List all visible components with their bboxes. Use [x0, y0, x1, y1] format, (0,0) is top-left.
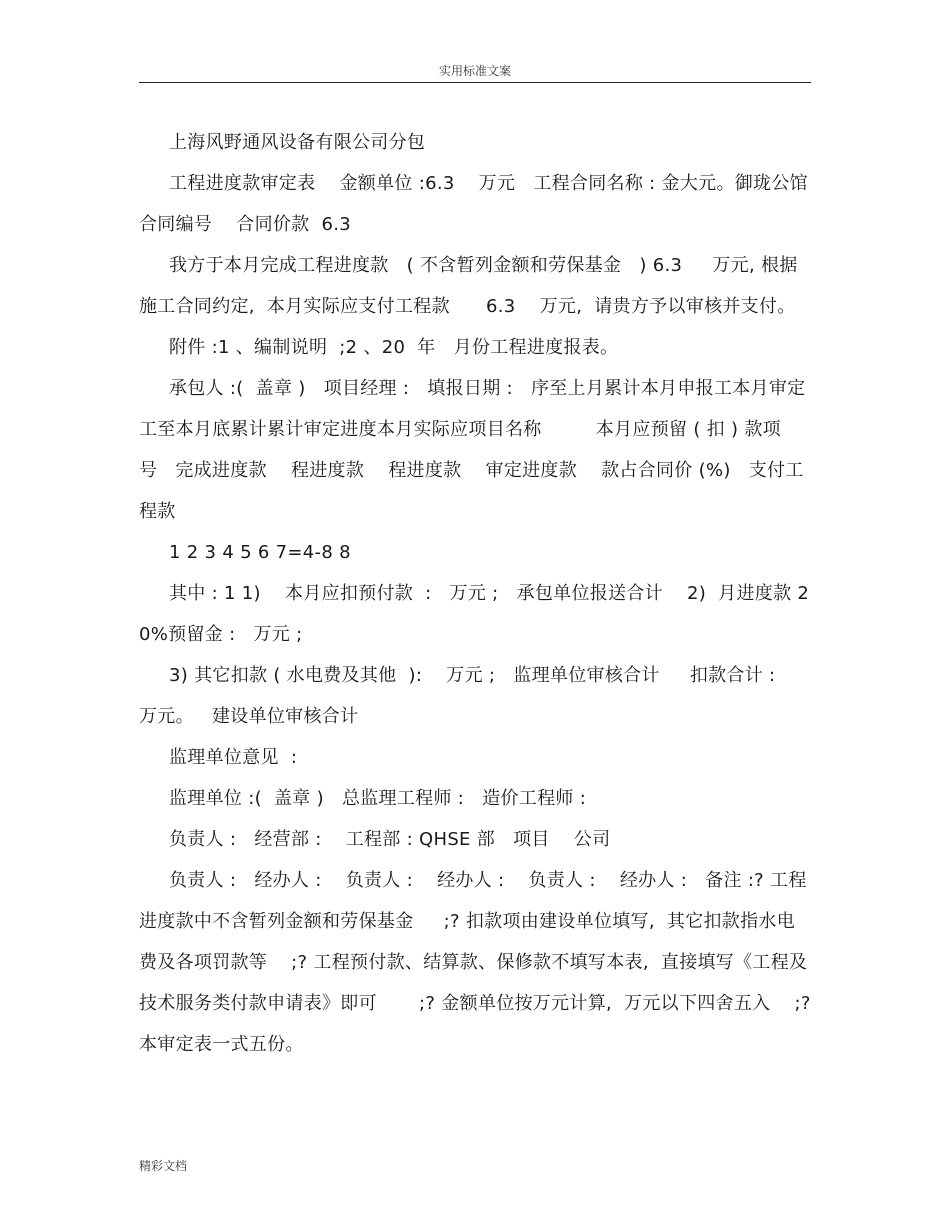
notes-paragraph: 负责人 : 经办人 : 负责人 : 经办人 : 负责人 : 经办人 : 备注 :? 工程进度款中不含暂列金额和劳保基金 ;? 扣款项由建设单位填写, 其它扣款指水电费及各项罚款等 ;? 工程预付款、结算款、保修款不填写本表, 直接填写《工程及技术服务类付款申请表》即可 ;? 金额单位按万元计算, 万元以下四舍五入 ;? 本审定表一式五份。 — [139, 870, 817, 1055]
column-numbers-paragraph: 1 2 3 4 5 6 7=4-8 8 — [169, 542, 351, 563]
supervisor-unit-paragraph: 监理单位 :( 盖章 ) 总监理工程师 : 造价工程师 : — [169, 788, 587, 809]
contractor-table-paragraph: 承包人 :( 盖章 ) 项目经理 : 填报日期 : 序至上月累计本月申报工本月审定工至本月底累计累计审定进度本月实际应项目名称 本月应预留 ( 扣 ) 款项 号 完成进度款 程进度款 程进度款 审定进度款 款占合同价 (%) 支付工程款 — [139, 378, 806, 522]
other-deductions-paragraph: 3) 其它扣款 ( 水电费及其他 ): 万元 ; 监理单位审核合计 扣款合计 : 万元。 建设单位审核合计 — [139, 665, 794, 727]
page-footer: 精彩文档 — [139, 1159, 188, 1173]
page-header: 实用标准文案 — [438, 64, 511, 78]
company-line: 上海风野通风设备有限公司分包 — [169, 132, 426, 153]
supervisor-opinion-paragraph: 监理单位意见 : — [169, 747, 298, 768]
request-paragraph: 我方于本月完成工程进度款 ( 不含暂列金额和劳保基金 ) 6.3 万元, 根据施工合同约定, 本月实际应支付工程款 6.3 万元, 请贵方予以审核并支付。 — [139, 255, 798, 317]
document-body — [139, 122, 827, 1065]
attachments-paragraph: 附件 :1 、编制说明 ;2 、20 年 月份工程进度报表。 — [169, 337, 619, 358]
header-divider — [139, 82, 811, 83]
form-title-paragraph: 工程进度款审定表 金额单位 :6.3 万元 工程合同名称 : 金大元。御珑公馆 合同编号 合同价款 6.3 — [139, 173, 827, 235]
departments-paragraph: 负责人 : 经营部 : 工程部 : QHSE 部 项目 公司 — [169, 829, 611, 850]
deductions-paragraph: 其中 : 1 1) 本月应扣预付款 : 万元 ; 承包单位报送合计 2) 月进度款 20%预留金 : 万元 ; — [139, 583, 810, 645]
